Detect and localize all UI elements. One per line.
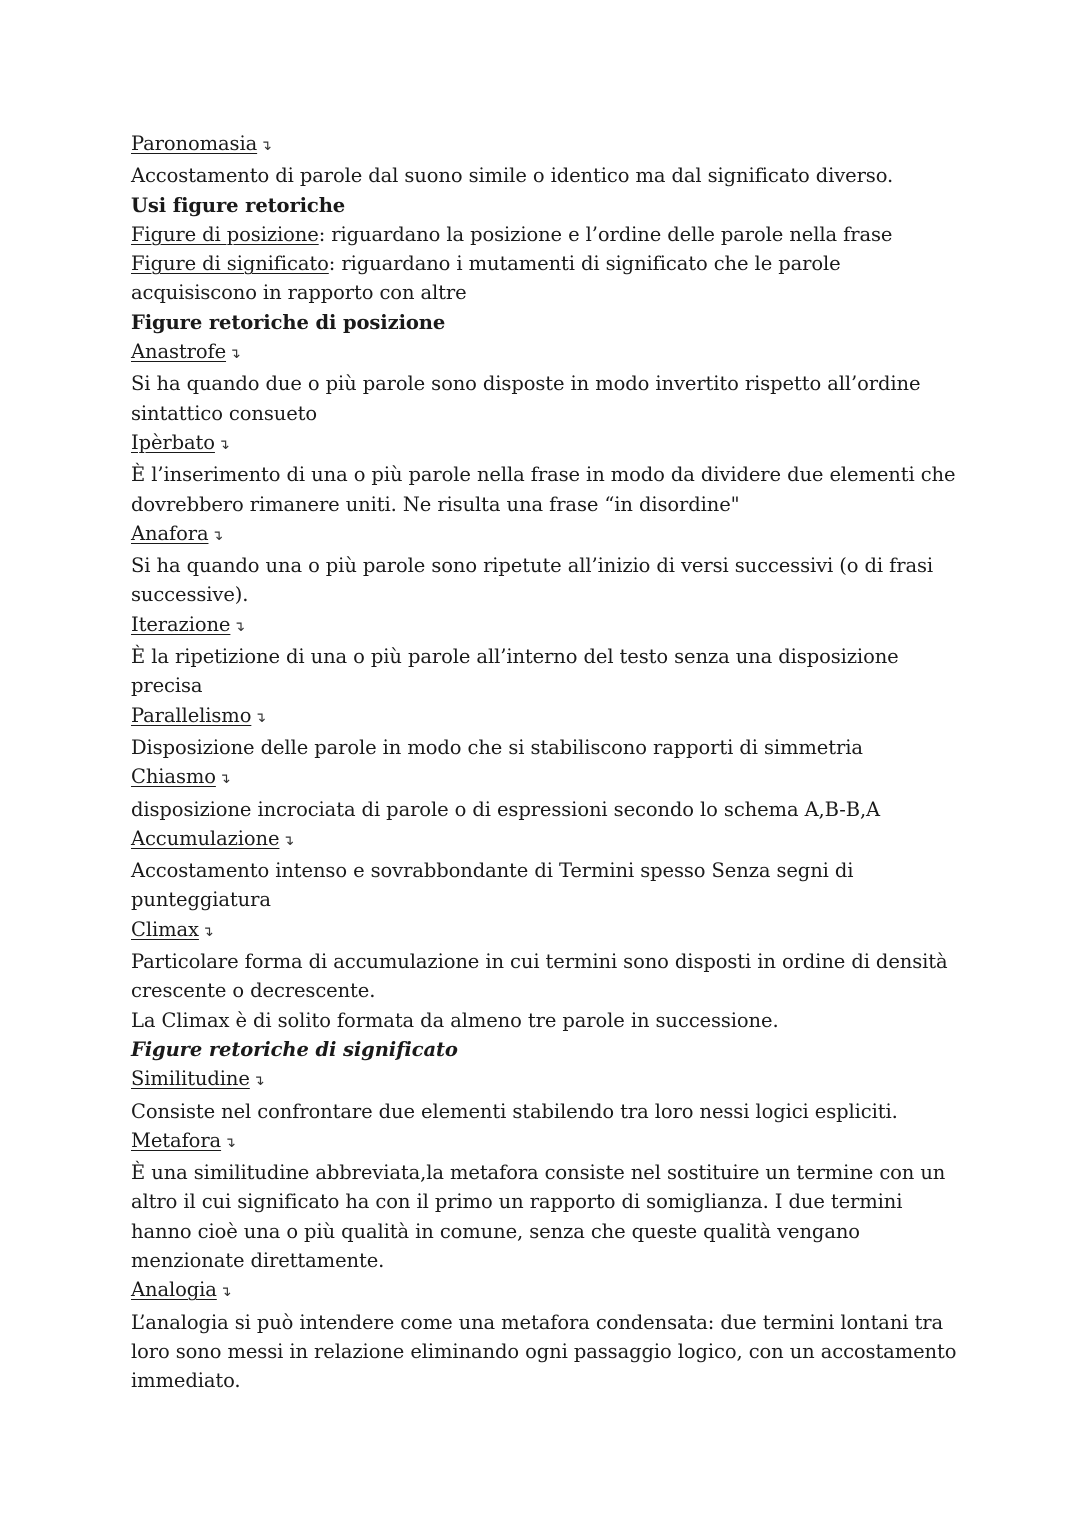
note-climax: La Climax è di solito formata da almeno tre parole in successione. [131,1008,779,1032]
usi-significato [131,249,961,308]
term-heading-anafora [131,519,961,551]
section-heading-posizione: Figure retoriche di posizione [131,310,446,334]
section-heading-usi: Usi figure retoriche [131,193,346,217]
usi-posizione-text: : riguardano la posizione e l’ordine delle parole nella frase [318,222,893,246]
term-heading-parallelismo [131,701,961,733]
arrow-icon: ↴ [260,138,272,154]
arrow-icon: ↴ [229,346,241,363]
document-page [131,129,961,1395]
definition-metafora: È una similitudine abbreviata,la metafora consiste nel sostituire un termine con un altro il cui significato ha con il primo un rapporto di somiglianza. I due termini hanno cioè una o più qualità in comune, senza che queste qualità vengano menzionate direttamente. [131,1161,946,1272]
arrow-icon: ↴ [218,771,231,788]
arrow-icon: ↴ [252,1073,265,1090]
arrow-icon: ↴ [217,436,230,453]
definition-accumulazione: Accostamento intenso e sovrabbondante di Termini spesso Senza segni di punteggiatura [131,859,854,912]
term-heading-climax [131,915,961,947]
term-heading-chiasmo [131,762,961,794]
term-iperbato: Ipèrbato [131,430,215,454]
definition-iperbato: È l’inserimento di una o più parole nella frase in modo da dividere due elementi che dovrebbero rimanere uniti. Ne risulta una frase “in disordine" [131,463,956,516]
arrow-icon: ↴ [282,832,295,849]
definition-similitudine: Consiste nel confrontare due elementi stabilendo tra loro nessi logici espliciti. [131,1099,898,1123]
term-similitudine: Similitudine [131,1067,250,1091]
term-figure-di-significato: Figure di significato [131,252,329,276]
usi-significato-text: : riguardano i mutamenti di significato che le parole acquisiscono in rapporto con altre [131,252,841,305]
term-metafora: Metafora [131,1128,222,1152]
term-chiasmo: Chiasmo [131,765,216,789]
usi-posizione [131,220,961,249]
term-figure-di-posizione: Figure di posizione [131,222,319,246]
definition-climax: Particolare forma di accumulazione in cui termini sono disposti in ordine di densità crescente o decrescente. [131,950,948,1003]
term-anastrofe: Anastrofe [131,340,227,364]
arrow-icon: ↴ [233,618,246,635]
term-heading-iperbato [131,428,961,460]
arrow-icon: ↴ [219,1284,232,1301]
term-heading-analogia [131,1275,961,1307]
term-anafora: Anafora [131,521,209,545]
arrow-icon: ↴ [224,1134,236,1151]
definition-anastrofe: Si ha quando due o più parole sono disposte in modo invertito rispetto all’ordine sintattico consueto [131,372,921,425]
term-iterazione: Iterazione [131,612,231,636]
term-heading-paronomasia [131,129,961,161]
term-heading-metafora [131,1126,961,1158]
arrow-icon: ↴ [211,527,224,544]
term-climax: Climax [131,917,199,941]
term-heading-accumulazione [131,824,961,856]
definition-iterazione: È la ripetizione di una o più parole all’interno del testo senza una disposizione precisa [131,645,899,698]
definition-analogia: L’analogia si può intendere come una metafora condensata: due termini lontani tra loro sono messi in relazione eliminando ogni passaggio logico, con un accostamento immediato. [131,1310,957,1393]
term-heading-anastrofe [131,337,961,369]
term-accumulazione: Accumulazione [131,826,280,850]
definition-anafora: Si ha quando una o più parole sono ripetute all’inizio di versi successivi (o di frasi successive). [131,554,934,607]
definition-chiasmo: disposizione incrociata di parole o di espressioni secondo lo schema A,B-B,A [131,797,881,821]
term-heading-similitudine [131,1064,961,1096]
arrow-icon: ↴ [254,709,266,726]
term-analogia: Analogia [131,1278,217,1302]
term-parallelismo: Parallelismo [131,703,252,727]
arrow-icon: ↴ [201,923,214,940]
definition-paronomasia: Accostamento di parole dal suono simile o identico ma dal significato diverso. [131,164,894,188]
term-paronomasia: Paronomasia [131,132,258,155]
section-heading-significato: Figure retoriche di significato [131,1037,458,1061]
definition-parallelismo: Disposizione delle parole in modo che si stabiliscono rapporti di simmetria [131,735,863,759]
term-heading-iterazione [131,610,961,642]
